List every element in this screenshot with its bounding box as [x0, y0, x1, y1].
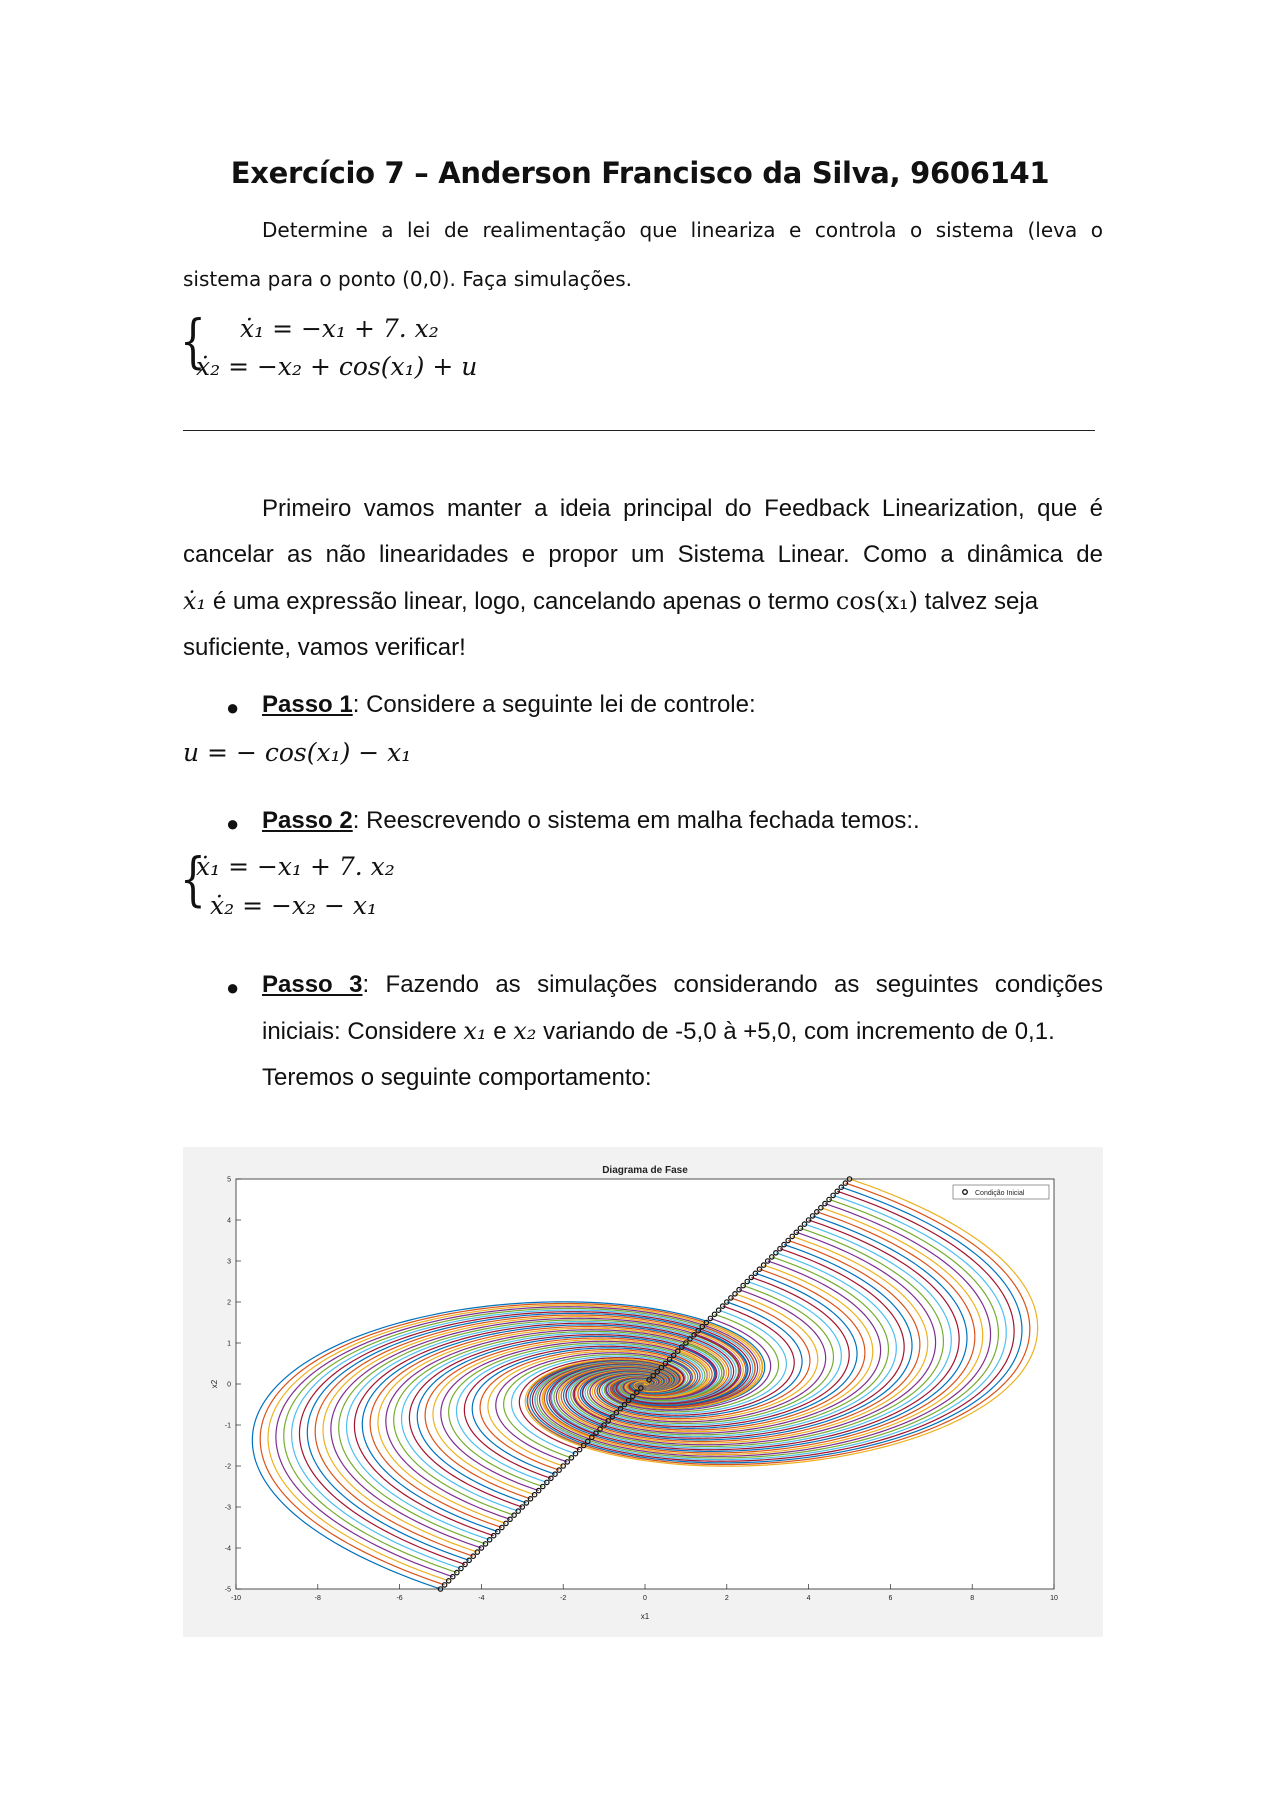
step-2-label: Passo 2 — [262, 807, 353, 834]
paragraph-line-2: cancelar as não linearidades e propor um Sistema Linear. Como a dinâmica de — [183, 541, 1103, 568]
x-tick-label: 10 — [1050, 1595, 1058, 1602]
bullet-icon: ● — [226, 975, 240, 1000]
system-eq-2: ẋ₂ = −x₂ + cos(x₁) + u — [196, 352, 478, 381]
system-eq-1: ẋ₁ = −x₁ + 7. x₂ — [240, 314, 439, 343]
paragraph-line-4: suficiente, vamos verificar! — [183, 634, 466, 661]
closed-loop-brace: { — [180, 845, 206, 913]
step-2 — [262, 798, 1103, 844]
system-brace: { — [180, 307, 206, 375]
x-tick-label: 4 — [806, 1595, 811, 1602]
step-3-label: Passo 3 — [262, 971, 363, 998]
paragraph-line-1: Primeiro vamos manter a ideia principal do Feedback Linearization, que é — [262, 495, 1103, 522]
phase-diagram-figure — [183, 1147, 1103, 1637]
y-tick-label: -4 — [224, 1545, 231, 1553]
y-tick-label: 4 — [227, 1217, 231, 1225]
intro-line-2: sistema para o ponto (0,0). Faça simulações. — [183, 267, 632, 291]
paragraph-body — [183, 486, 1103, 671]
x-tick-label: -10 — [230, 1595, 242, 1602]
legend-label: Condição Inicial — [975, 1190, 1025, 1197]
x-tick-label: 8 — [970, 1595, 975, 1602]
x-tick-label: -6 — [396, 1595, 403, 1602]
bullet-icon: ● — [226, 811, 240, 836]
paragraph-line-3-text: é uma expressão linear, logo, cancelando apenas o termo — [206, 588, 836, 615]
y-tick-label: 5 — [227, 1176, 231, 1184]
phase-diagram-chart — [183, 1147, 1103, 1637]
step-3-line-2-b: variando de -5,0 à +5,0, com incremento de 0,1. — [536, 1018, 1055, 1045]
step-3-text: : Fazendo as simulações considerando as seguintes condições — [362, 971, 1103, 998]
page-title: Exercício 7 – Anderson Francisco da Silva, 9606141 — [230, 156, 1050, 190]
step-3 — [262, 962, 1103, 1101]
control-law: u = − cos(x₁) − x₁ — [183, 738, 412, 767]
step-3-line-2-a: iniciais: Considere — [262, 1018, 464, 1045]
paragraph-line-3 — [183, 578, 1103, 625]
y-tick-label: -1 — [224, 1422, 231, 1430]
y-tick-label: -3 — [224, 1504, 231, 1512]
chart-title: Diagrama de Fase — [602, 1165, 688, 1176]
y-tick-label: 1 — [227, 1340, 231, 1348]
x-tick-label: -4 — [478, 1595, 485, 1602]
x-tick-label: 2 — [724, 1595, 729, 1602]
y-tick-label: -5 — [224, 1586, 231, 1594]
x1-inline: x₁ — [463, 1017, 487, 1045]
legend — [953, 1185, 1049, 1199]
x-tick-label: -8 — [314, 1595, 321, 1602]
x1-dot-inline: ẋ₁ — [183, 587, 207, 615]
step-1-text: : Considere a seguinte lei de controle: — [352, 691, 756, 718]
step-2-text: : Reescrevendo o sistema em malha fechada temos:. — [352, 807, 920, 834]
step-3-line-2 — [262, 1008, 1103, 1055]
step-3-line-1 — [262, 962, 1103, 1008]
closed-loop-eq-1: ẋ₁ = −x₁ + 7. x₂ — [196, 852, 395, 881]
y-tick-label: 2 — [227, 1299, 231, 1307]
x-tick-label: 6 — [888, 1595, 893, 1602]
x-tick-label: -2 — [560, 1595, 567, 1602]
closed-loop-eq-2: ẋ₂ = −x₂ − x₁ — [210, 891, 377, 920]
intro-line-1: Determine a lei de realimentação que lineariza e controla o sistema (leva o — [262, 218, 1103, 242]
x2-inline: x₂ — [513, 1017, 537, 1045]
step-1 — [262, 682, 1103, 728]
x-tick-label: 0 — [643, 1595, 647, 1602]
y-tick-label: 3 — [227, 1258, 231, 1266]
x-axis-label: x1 — [640, 1612, 650, 1621]
y-axis-label: x2 — [210, 1379, 219, 1389]
cos-inline: cos(x₁) — [835, 587, 918, 615]
step-1-label: Passo 1 — [262, 691, 353, 718]
divider-line — [183, 430, 1095, 431]
paragraph-line-3-end: talvez seja — [917, 588, 1039, 615]
y-tick-label: 0 — [227, 1381, 231, 1389]
y-tick-label: -2 — [224, 1463, 231, 1471]
bullet-icon: ● — [226, 695, 240, 720]
step-3-line-2-e: e — [486, 1018, 514, 1045]
step-3-line-3: Teremos o seguinte comportamento: — [262, 1064, 652, 1091]
